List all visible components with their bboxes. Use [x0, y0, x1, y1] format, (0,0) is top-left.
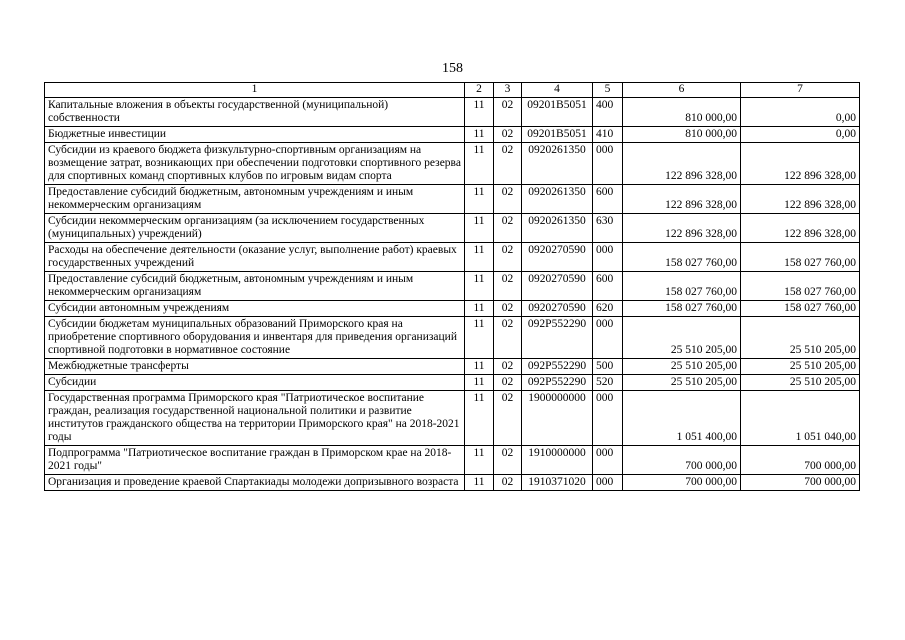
column-header: 2	[465, 83, 494, 98]
table-row	[45, 317, 860, 359]
row-name-cell: Организация и проведение краевой Спартакиады молодежи допризывного возраста	[45, 475, 465, 491]
subsection-code-cell: 02	[494, 317, 522, 359]
section-code-cell: 11	[465, 301, 494, 317]
table-header-row	[45, 83, 860, 98]
subsection-code-cell: 02	[494, 185, 522, 214]
table-row	[45, 272, 860, 301]
subsection-code-cell: 02	[494, 243, 522, 272]
table-row	[45, 214, 860, 243]
target-item-code-cell: 1900000000	[522, 391, 593, 446]
subsection-code-cell: 02	[494, 375, 522, 391]
row-name-cell: Бюджетные инвестиции	[45, 127, 465, 143]
row-name-cell: Расходы на обеспечение деятельности (оказание услуг, выполнение работ) краевых государственных учреждений	[45, 243, 465, 272]
amount-2021-cell: 158 027 760,00	[741, 243, 860, 272]
amount-2020-cell: 810 000,00	[623, 98, 741, 127]
target-item-code-cell: 1910371020	[522, 475, 593, 491]
amount-2020-cell: 158 027 760,00	[623, 272, 741, 301]
subsection-code-cell: 02	[494, 127, 522, 143]
target-item-code-cell: 092P552290	[522, 359, 593, 375]
section-code-cell: 11	[465, 127, 494, 143]
expense-type-code-cell: 600	[593, 272, 623, 301]
section-code-cell: 11	[465, 185, 494, 214]
table-row	[45, 243, 860, 272]
table-row	[45, 98, 860, 127]
amount-2021-cell: 1 051 040,00	[741, 391, 860, 446]
subsection-code-cell: 02	[494, 98, 522, 127]
amount-2020-cell: 158 027 760,00	[623, 301, 741, 317]
amount-2020-cell: 810 000,00	[623, 127, 741, 143]
table-row	[45, 359, 860, 375]
section-code-cell: 11	[465, 375, 494, 391]
amount-2021-cell: 158 027 760,00	[741, 272, 860, 301]
expense-type-code-cell: 500	[593, 359, 623, 375]
amount-2021-cell: 700 000,00	[741, 475, 860, 491]
column-header: 4	[522, 83, 593, 98]
section-code-cell: 11	[465, 317, 494, 359]
target-item-code-cell: 0920270590	[522, 272, 593, 301]
target-item-code-cell: 09201B5051	[522, 98, 593, 127]
amount-2021-cell: 25 510 205,00	[741, 359, 860, 375]
amount-2020-cell: 25 510 205,00	[623, 317, 741, 359]
subsection-code-cell: 02	[494, 272, 522, 301]
row-name-cell: Субсидии бюджетам муниципальных образований Приморского края на приобретение спортивного оборудования и инвентаря для приведения организаций спортивной подготовки в нормативное состояние	[45, 317, 465, 359]
subsection-code-cell: 02	[494, 214, 522, 243]
row-name-cell: Предоставление субсидий бюджетным, автономным учреждениям и иным некоммерческим организациям	[45, 185, 465, 214]
row-name-cell: Государственная программа Приморского края "Патриотическое воспитание граждан, реализация государственной национальной политики и развитие институтов гражданского общества на территории Приморского края" на 2018-2021 годы	[45, 391, 465, 446]
column-header: 6	[623, 83, 741, 98]
subsection-code-cell: 02	[494, 475, 522, 491]
target-item-code-cell: 0920261350	[522, 143, 593, 185]
amount-2020-cell: 25 510 205,00	[623, 375, 741, 391]
section-code-cell: 11	[465, 391, 494, 446]
amount-2020-cell: 1 051 400,00	[623, 391, 741, 446]
expense-type-code-cell: 410	[593, 127, 623, 143]
amount-2020-cell: 25 510 205,00	[623, 359, 741, 375]
expense-type-code-cell: 630	[593, 214, 623, 243]
amount-2021-cell: 25 510 205,00	[741, 317, 860, 359]
table-row	[45, 143, 860, 185]
amount-2021-cell: 122 896 328,00	[741, 143, 860, 185]
column-header: 1	[45, 83, 465, 98]
amount-2020-cell: 122 896 328,00	[623, 143, 741, 185]
section-code-cell: 11	[465, 475, 494, 491]
expense-type-code-cell: 620	[593, 301, 623, 317]
expense-type-code-cell: 000	[593, 446, 623, 475]
row-name-cell: Субсидии из краевого бюджета физкультурно-спортивным организациям на возмещение затрат, возникающих при обеспечении подготовки спортивного резерва для спортивных команд спортивных клубов по игровым видам спорта	[45, 143, 465, 185]
target-item-code-cell: 0920270590	[522, 301, 593, 317]
target-item-code-cell: 092P552290	[522, 317, 593, 359]
subsection-code-cell: 02	[494, 446, 522, 475]
section-code-cell: 11	[465, 359, 494, 375]
amount-2021-cell: 122 896 328,00	[741, 214, 860, 243]
table-row	[45, 301, 860, 317]
target-item-code-cell: 0920270590	[522, 243, 593, 272]
target-item-code-cell: 092P552290	[522, 375, 593, 391]
row-name-cell: Субсидии некоммерческим организациям (за исключением государственных (муниципальных) учреждений)	[45, 214, 465, 243]
expense-type-code-cell: 600	[593, 185, 623, 214]
expense-type-code-cell: 000	[593, 317, 623, 359]
row-name-cell: Межбюджетные трансферты	[45, 359, 465, 375]
column-header: 7	[741, 83, 860, 98]
table-row	[45, 127, 860, 143]
amount-2021-cell: 0,00	[741, 127, 860, 143]
subsection-code-cell: 02	[494, 359, 522, 375]
row-name-cell: Подпрограмма "Патриотическое воспитание граждан в Приморском крае на 2018-2021 годы"	[45, 446, 465, 475]
target-item-code-cell: 0920261350	[522, 185, 593, 214]
amount-2021-cell: 700 000,00	[741, 446, 860, 475]
section-code-cell: 11	[465, 214, 494, 243]
table-row	[45, 446, 860, 475]
target-item-code-cell: 0920261350	[522, 214, 593, 243]
amount-2021-cell: 122 896 328,00	[741, 185, 860, 214]
column-header: 5	[593, 83, 623, 98]
section-code-cell: 11	[465, 243, 494, 272]
section-code-cell: 11	[465, 446, 494, 475]
table-row	[45, 475, 860, 491]
page-number: 158	[442, 61, 463, 76]
target-item-code-cell: 1910000000	[522, 446, 593, 475]
section-code-cell: 11	[465, 143, 494, 185]
expense-type-code-cell: 520	[593, 375, 623, 391]
expense-type-code-cell: 000	[593, 143, 623, 185]
expense-type-code-cell: 000	[593, 475, 623, 491]
section-code-cell: 11	[465, 272, 494, 301]
amount-2021-cell: 0,00	[741, 98, 860, 127]
amount-2020-cell: 700 000,00	[623, 475, 741, 491]
subsection-code-cell: 02	[494, 143, 522, 185]
amount-2020-cell: 700 000,00	[623, 446, 741, 475]
amount-2020-cell: 122 896 328,00	[623, 185, 741, 214]
expense-type-code-cell: 400	[593, 98, 623, 127]
table-row	[45, 391, 860, 446]
row-name-cell: Субсидии автономным учреждениям	[45, 301, 465, 317]
expense-type-code-cell: 000	[593, 391, 623, 446]
amount-2020-cell: 122 896 328,00	[623, 214, 741, 243]
table-row	[45, 185, 860, 214]
subsection-code-cell: 02	[494, 301, 522, 317]
amount-2021-cell: 158 027 760,00	[741, 301, 860, 317]
row-name-cell: Предоставление субсидий бюджетным, автономным учреждениям и иным некоммерческим организациям	[45, 272, 465, 301]
target-item-code-cell: 09201B5051	[522, 127, 593, 143]
section-code-cell: 11	[465, 98, 494, 127]
row-name-cell: Субсидии	[45, 375, 465, 391]
subsection-code-cell: 02	[494, 391, 522, 446]
amount-2021-cell: 25 510 205,00	[741, 375, 860, 391]
budget-table	[44, 82, 860, 491]
row-name-cell: Капитальные вложения в объекты государственной (муниципальной) собственности	[45, 98, 465, 127]
column-header: 3	[494, 83, 522, 98]
table-row	[45, 375, 860, 391]
expense-type-code-cell: 000	[593, 243, 623, 272]
amount-2020-cell: 158 027 760,00	[623, 243, 741, 272]
